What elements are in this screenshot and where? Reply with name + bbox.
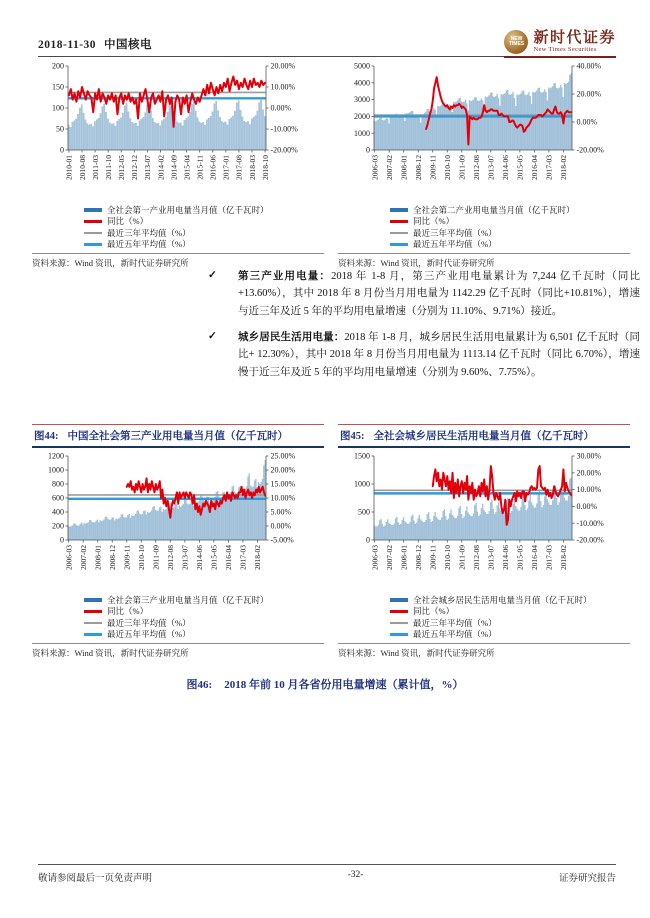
- svg-text:2018-03: 2018-03: [247, 155, 257, 180]
- legend-label: 全社会第二产业用电量当月值（亿千瓦时）: [413, 204, 575, 215]
- fig-primary-industry-plot: [32, 60, 324, 198]
- svg-text:20.00%: 20.00%: [270, 465, 296, 475]
- svg-text:0.00%: 0.00%: [576, 117, 598, 127]
- svg-text:0: 0: [60, 145, 64, 155]
- bullet-title: 城乡居民生活用电量：: [238, 331, 345, 343]
- svg-text:2014-02: 2014-02: [156, 155, 166, 180]
- legend-marker-icon: [390, 622, 408, 624]
- svg-text:20.00%: 20.00%: [270, 61, 296, 71]
- svg-text:600: 600: [52, 493, 64, 503]
- svg-text:200: 200: [52, 61, 64, 71]
- svg-text:2008-01: 2008-01: [399, 155, 409, 180]
- legend-marker-icon: [84, 610, 102, 613]
- figure-captions-row: [32, 424, 630, 448]
- legend-item: [390, 216, 630, 228]
- legend-marker-icon: [84, 232, 102, 234]
- legend-marker-icon: [390, 220, 408, 223]
- svg-text:2009-11: 2009-11: [428, 545, 438, 570]
- figure-45-title: 全社会城乡居民生活用电量当月值（亿千瓦时）: [373, 431, 594, 442]
- svg-text:2017-03: 2017-03: [544, 155, 554, 180]
- figure-46-caption: [0, 676, 650, 692]
- svg-text:2015-11: 2015-11: [195, 155, 205, 180]
- svg-text:-20.00%: -20.00%: [270, 145, 298, 155]
- footer-report-type: 证券研究报告: [558, 874, 616, 884]
- legend-marker-icon: [84, 208, 102, 213]
- svg-text:2011-09: 2011-09: [457, 155, 467, 180]
- svg-text:2014-09: 2014-09: [169, 155, 179, 180]
- svg-text:40.00%: 40.00%: [576, 61, 602, 71]
- brand-name: 新时代证券: [533, 29, 616, 46]
- svg-text:-20.00%: -20.00%: [576, 535, 604, 545]
- legend-label: 同比（%）: [107, 606, 149, 617]
- svg-text:2011-09: 2011-09: [151, 545, 161, 570]
- figure-44-caption: [32, 424, 324, 448]
- brand-logo-text: NEW TIMES: [508, 35, 525, 47]
- source-note-text: 资料来源：Wind 资讯，新时代证券研究所: [338, 648, 495, 658]
- svg-text:2016-04: 2016-04: [224, 545, 234, 570]
- legend-marker-icon: [390, 633, 408, 636]
- legend-label: 最近三年平均值（%）: [107, 227, 191, 238]
- svg-text:150: 150: [52, 82, 64, 92]
- svg-text:5000: 5000: [354, 61, 370, 71]
- legend-item: [84, 629, 324, 641]
- legend-marker-icon: [84, 633, 102, 636]
- svg-text:-5.00%: -5.00%: [270, 535, 294, 545]
- svg-text:2016-06: 2016-06: [208, 155, 218, 180]
- source-note-text: 资料来源：Wind 资讯，新时代证券研究所: [338, 258, 495, 268]
- bars-series: [374, 73, 572, 150]
- source-note: [338, 643, 630, 659]
- legend-item: [390, 239, 630, 251]
- legend-item: [84, 594, 324, 606]
- check-icon: ✓: [208, 330, 217, 342]
- report-date-title: [38, 36, 160, 56]
- svg-text:2013-07: 2013-07: [180, 545, 190, 570]
- chart-legend: [390, 594, 630, 640]
- svg-text:3000: 3000: [354, 95, 370, 105]
- svg-text:2009-11: 2009-11: [122, 545, 132, 570]
- svg-text:2016-04: 2016-04: [530, 545, 540, 570]
- legend-marker-icon: [390, 208, 408, 213]
- figure-45-label: 图45:: [340, 431, 365, 442]
- summary-bullets: [208, 268, 640, 390]
- legend-marker-icon: [84, 598, 102, 603]
- svg-text:2010-10: 2010-10: [137, 545, 147, 570]
- svg-text:200: 200: [52, 521, 64, 531]
- page-header: [38, 24, 616, 57]
- legend-item: [390, 606, 630, 618]
- svg-text:2011-10: 2011-10: [103, 155, 113, 180]
- legend-label: 同比（%）: [413, 606, 455, 617]
- svg-text:2013-07: 2013-07: [143, 155, 153, 180]
- legend-marker-icon: [390, 243, 408, 246]
- svg-text:25.00%: 25.00%: [270, 451, 296, 461]
- svg-text:2012-08: 2012-08: [472, 545, 482, 570]
- footer-disclaimer: 敬请参阅最后一页免责声明: [38, 874, 153, 884]
- chart-secondary-industry-canvas: [338, 60, 630, 250]
- svg-text:2011-03: 2011-03: [90, 155, 100, 180]
- svg-text:1200: 1200: [48, 451, 64, 461]
- legend-item: [390, 204, 630, 216]
- svg-text:10.00%: 10.00%: [576, 485, 602, 495]
- source-note-text: 资料来源：Wind 资讯，新时代证券研究所: [32, 648, 189, 658]
- svg-text:1500: 1500: [354, 451, 370, 461]
- svg-text:-20.00%: -20.00%: [576, 145, 604, 155]
- fig45-residential-plot: [338, 450, 630, 588]
- svg-text:2009-11: 2009-11: [428, 155, 438, 180]
- legend-marker-icon: [390, 610, 408, 613]
- bullet-paragraph: 2018 年 1-8 月，第三产业用电量累计为 7,244 亿千瓦时（同比+13.60%），其中 2018 年 8 月份当月用电量为 1142.29 亿千瓦时（同比+10.81%），增速与近三年及近 5 年的平均用电量增速（分别为 11.10%、9.71%）接近。: [238, 271, 640, 317]
- legend-marker-icon: [84, 243, 102, 246]
- svg-text:0.00%: 0.00%: [270, 103, 292, 113]
- svg-text:-10.00%: -10.00%: [576, 518, 604, 528]
- legend-item: [84, 204, 324, 216]
- svg-text:2007-02: 2007-02: [78, 545, 88, 570]
- legend-item: [84, 227, 324, 239]
- svg-text:2012-08: 2012-08: [166, 545, 176, 570]
- svg-text:2015-05: 2015-05: [515, 155, 525, 180]
- footer-page-number: -32-: [347, 870, 364, 880]
- svg-text:0.00%: 0.00%: [576, 502, 598, 511]
- svg-text:2008-12: 2008-12: [414, 545, 424, 570]
- legend-label: 全社会第一产业用电量当月值（亿千瓦时）: [107, 204, 269, 215]
- top-charts-row: [32, 60, 630, 269]
- svg-text:2010-10: 2010-10: [443, 545, 453, 570]
- chart-residential-canvas: [338, 450, 630, 640]
- legend-marker-icon: [84, 622, 102, 624]
- svg-text:100: 100: [52, 103, 64, 113]
- chart-primary-industry: [32, 60, 324, 269]
- legend-label: 最近五年平均值（%）: [413, 239, 497, 250]
- svg-text:2010-01: 2010-01: [64, 155, 74, 180]
- svg-text:2006-03: 2006-03: [370, 155, 380, 180]
- svg-text:4000: 4000: [354, 78, 370, 88]
- legend-item: [390, 629, 630, 641]
- svg-text:2017-01: 2017-01: [221, 155, 231, 180]
- svg-text:2007-02: 2007-02: [384, 545, 394, 570]
- bullet-tertiary-industry: [208, 268, 640, 320]
- brand-logo: [504, 30, 616, 58]
- svg-text:20.00%: 20.00%: [576, 468, 602, 478]
- figure-44-title: 中国全社会第三产业用电量当月值（亿千瓦时）: [67, 431, 288, 442]
- legend-item: [84, 239, 324, 251]
- figure-46-title: 2018 年前 10 月各省份用电量增速（累计值，%）: [224, 679, 464, 691]
- svg-text:5.00%: 5.00%: [270, 507, 292, 517]
- svg-text:1000: 1000: [354, 128, 370, 138]
- svg-text:10.00%: 10.00%: [270, 82, 296, 92]
- legend-label: 同比（%）: [107, 216, 149, 227]
- page-footer: [38, 864, 616, 884]
- svg-text:0: 0: [60, 535, 64, 545]
- figure-44-label: 图44:: [34, 431, 59, 442]
- fig-secondary-industry-plot: [338, 60, 630, 198]
- legend-item: [390, 617, 630, 629]
- chart-tertiary-industry: [32, 450, 324, 659]
- svg-text:0.00%: 0.00%: [270, 521, 292, 531]
- svg-text:2012-05: 2012-05: [117, 155, 127, 180]
- legend-label: 最近五年平均值（%）: [107, 239, 191, 250]
- bullet-residential: [208, 329, 640, 381]
- svg-text:2016-04: 2016-04: [530, 155, 540, 180]
- source-note-text: 资料来源：Wind 资讯，新时代证券研究所: [32, 258, 189, 268]
- chart-tertiary-industry-canvas: [32, 450, 324, 640]
- legend-label: 最近三年平均值（%）: [413, 227, 497, 238]
- source-note: [32, 253, 324, 269]
- bars-series: [68, 460, 266, 540]
- bullet-text: [238, 268, 640, 320]
- figure-46-label: 图46:: [186, 679, 213, 691]
- svg-text:2012-12: 2012-12: [130, 155, 140, 180]
- legend-item: [84, 606, 324, 618]
- svg-text:2007-02: 2007-02: [384, 155, 394, 180]
- svg-text:800: 800: [52, 479, 64, 489]
- bullet-paragraph: 2018 年 1-8 月，城乡居民生活用电量累计为 6,501 亿千瓦时（同比+ 12.30%），其中 2018 年 8 月份当月用电量为 1113.14 亿千瓦时（同比 6.70%），增速慢于近三年及近 5 年的平均用电量增速（分别为 9.60%、7.75%）。: [238, 331, 640, 378]
- svg-text:2006-03: 2006-03: [64, 545, 74, 570]
- legend-item: [84, 617, 324, 629]
- source-note: [32, 643, 324, 659]
- legend-marker-icon: [390, 232, 408, 234]
- brand-text: [533, 31, 616, 54]
- bottom-charts-row: [32, 450, 630, 659]
- chart-primary-industry-canvas: [32, 60, 324, 250]
- legend-item: [390, 594, 630, 606]
- report-date: 2018-11-30: [38, 39, 97, 51]
- svg-text:2010-08: 2010-08: [77, 155, 87, 180]
- svg-text:2008-12: 2008-12: [108, 545, 118, 570]
- bullet-text: [238, 329, 640, 381]
- svg-text:2015-05: 2015-05: [515, 545, 525, 570]
- report-company: 中国核电: [104, 39, 153, 51]
- svg-text:2008-01: 2008-01: [93, 545, 103, 570]
- figure-45-caption: [338, 424, 630, 448]
- svg-text:50: 50: [56, 124, 64, 134]
- svg-text:400: 400: [52, 507, 64, 517]
- brand-logo-icon: [504, 30, 528, 54]
- bars-series: [68, 100, 265, 150]
- svg-text:2018-10: 2018-10: [260, 154, 270, 180]
- svg-text:0: 0: [366, 145, 370, 155]
- svg-text:30.00%: 30.00%: [576, 451, 602, 461]
- svg-text:2017-08: 2017-08: [234, 155, 244, 180]
- legend-marker-icon: [84, 220, 102, 223]
- svg-text:20.00%: 20.00%: [576, 89, 602, 99]
- legend-marker-icon: [390, 598, 408, 603]
- svg-text:2006-03: 2006-03: [370, 545, 380, 570]
- svg-text:2008-01: 2008-01: [399, 545, 409, 570]
- svg-text:2013-07: 2013-07: [486, 545, 496, 570]
- legend-label: 最近三年平均值（%）: [107, 617, 191, 628]
- svg-text:1000: 1000: [48, 465, 64, 475]
- legend-item: [84, 216, 324, 228]
- chart-legend: [84, 594, 324, 640]
- svg-text:500: 500: [358, 507, 370, 517]
- svg-text:2000: 2000: [354, 112, 370, 121]
- check-icon: ✓: [208, 270, 217, 281]
- svg-text:2013-07: 2013-07: [486, 155, 496, 180]
- svg-text:2014-06: 2014-06: [501, 155, 511, 180]
- svg-text:2011-09: 2011-09: [457, 545, 467, 570]
- svg-text:2015-05: 2015-05: [209, 545, 219, 570]
- svg-text:2008-12: 2008-12: [414, 155, 424, 180]
- svg-text:0: 0: [366, 535, 370, 545]
- fig44-tertiary-industry-plot: [32, 450, 324, 588]
- chart-secondary-industry: [338, 60, 630, 269]
- legend-label: 全社会城乡居民生活用电量当月值（亿千瓦时）: [413, 594, 592, 605]
- source-note: [338, 253, 630, 269]
- legend-label: 最近五年平均值（%）: [413, 629, 497, 640]
- chart-legend: [390, 204, 630, 250]
- legend-label: 最近五年平均值（%）: [107, 629, 191, 640]
- svg-text:2018-02: 2018-02: [559, 155, 569, 180]
- svg-text:2015-04: 2015-04: [182, 155, 192, 180]
- svg-text:2018-02: 2018-02: [559, 545, 569, 570]
- chart-legend: [84, 204, 324, 250]
- legend-item: [390, 227, 630, 239]
- legend-label: 全社会第三产业用电量当月值（亿千瓦时）: [107, 594, 269, 605]
- svg-text:2017-03: 2017-03: [544, 545, 554, 570]
- svg-text:2014-06: 2014-06: [195, 545, 205, 570]
- brand-name-en: New Times Securities: [533, 46, 597, 54]
- legend-label: 最近三年平均值（%）: [413, 617, 497, 628]
- svg-text:10.00%: 10.00%: [270, 493, 296, 503]
- svg-text:2017-03: 2017-03: [238, 545, 248, 570]
- bullet-title: 第三产业用电量：: [238, 271, 332, 282]
- chart-residential: [338, 450, 630, 659]
- svg-text:15.00%: 15.00%: [270, 479, 296, 489]
- svg-text:1000: 1000: [354, 479, 370, 489]
- svg-text:2018-02: 2018-02: [253, 545, 263, 570]
- svg-text:-10.00%: -10.00%: [270, 124, 298, 134]
- svg-text:2014-06: 2014-06: [501, 545, 511, 570]
- legend-label: 同比（%）: [413, 216, 455, 227]
- svg-text:2012-08: 2012-08: [472, 155, 482, 180]
- svg-text:2010-10: 2010-10: [443, 155, 453, 180]
